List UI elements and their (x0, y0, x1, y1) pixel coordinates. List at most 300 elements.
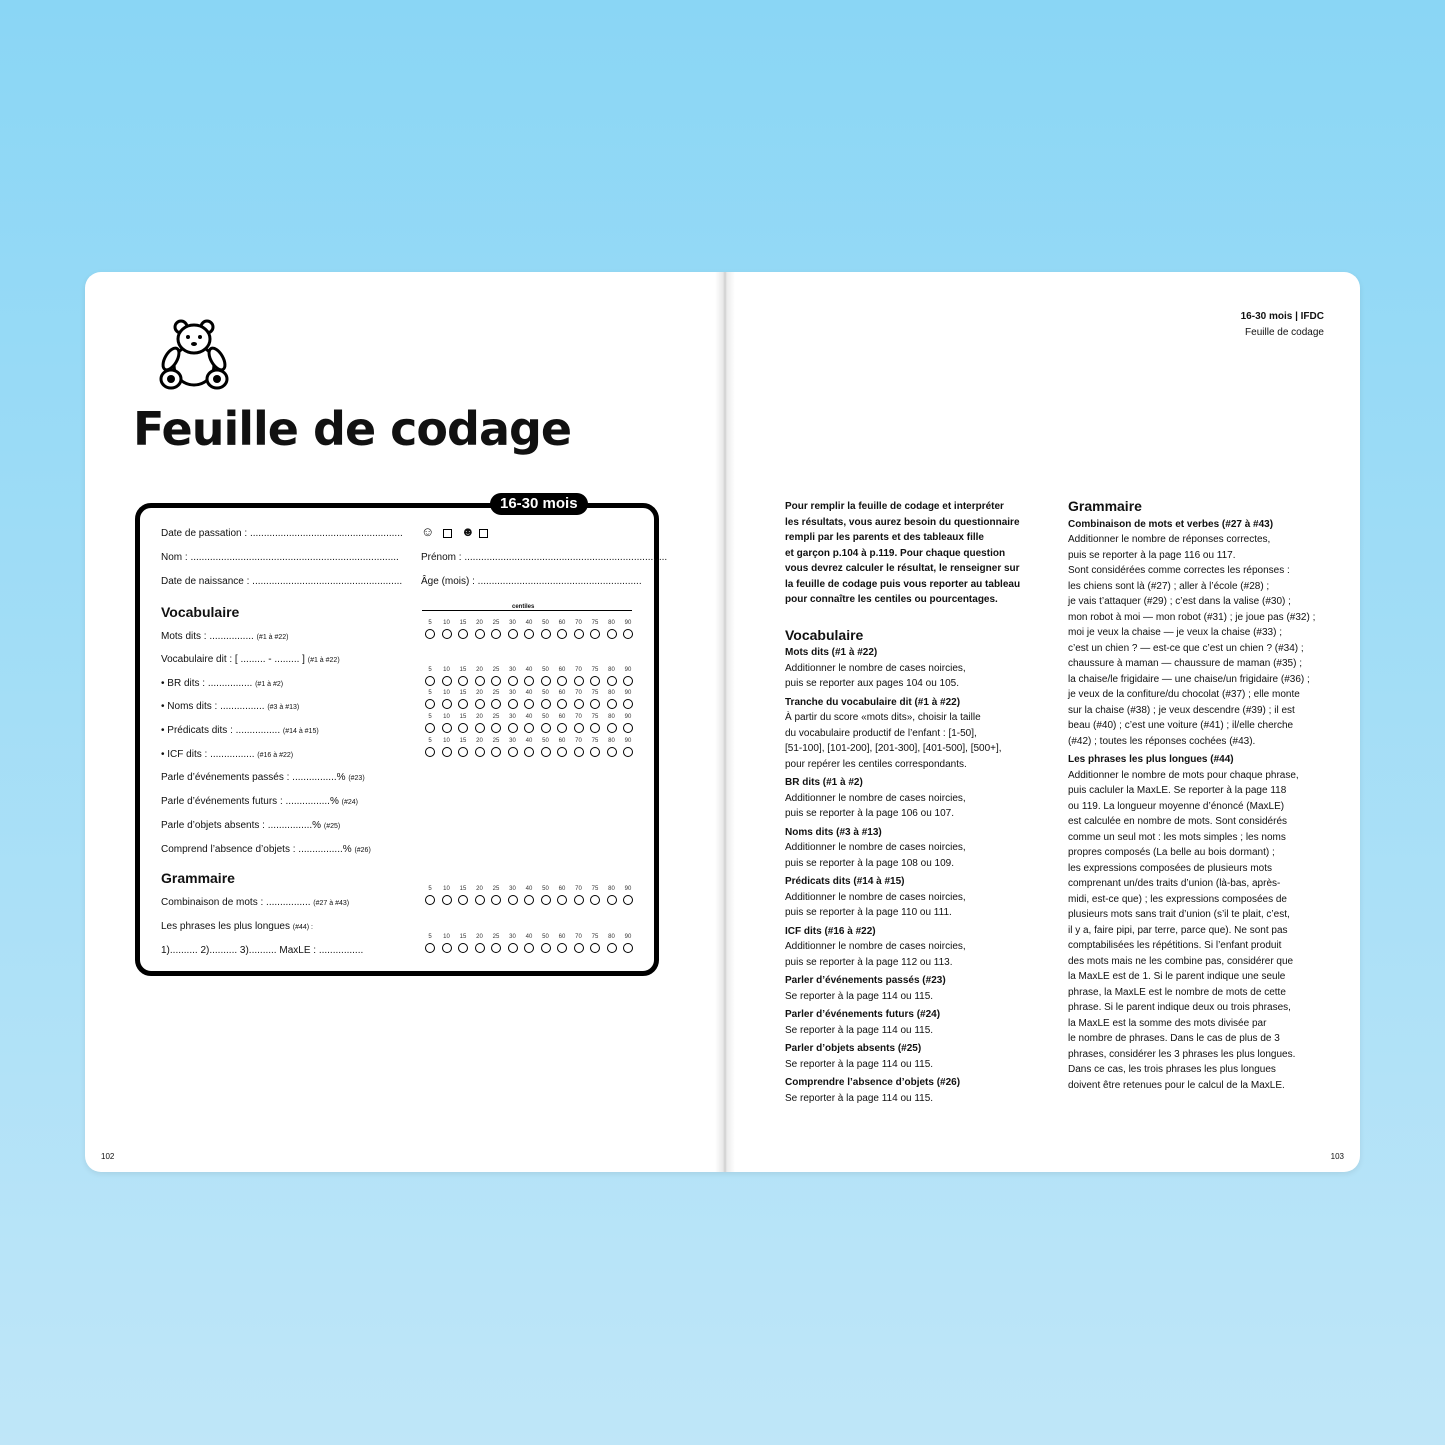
centile-label: 10 (443, 714, 450, 720)
date-naissance-field[interactable]: Date de naissance : ...................................................... (161, 576, 403, 587)
centile-label: 40 (525, 667, 533, 673)
centile-label: 75 (591, 714, 599, 720)
row-label: • ICF dits : ................ (161, 749, 255, 760)
centile-radio[interactable] (524, 747, 534, 757)
centile-radio[interactable] (442, 943, 452, 953)
centile-scale (425, 667, 635, 689)
centile-radio[interactable] (491, 629, 501, 639)
centile-label: 50 (542, 690, 549, 696)
centile-label: 80 (608, 738, 615, 744)
section-title: Comprendre l’absence d’objets (#26) (785, 1077, 961, 1088)
centile-radio[interactable] (623, 723, 633, 733)
centile-label: 5 (428, 738, 432, 744)
centile-label: 30 (509, 738, 516, 744)
girl-checkbox[interactable] (443, 529, 452, 538)
centile-label: 5 (428, 886, 432, 892)
text-line: je vais t’attaquer (#29) ; c’est dans la valise (#30) ; (1068, 596, 1291, 607)
text-line: Se reporter à la page 114 ou 115. (785, 990, 934, 1002)
intro-line: pour connaître les centiles ou pourcentages. (785, 594, 998, 605)
centile-label: 20 (476, 934, 483, 940)
row-item-ref: (#25) (323, 823, 341, 830)
centile-radio[interactable] (475, 629, 485, 639)
centile-label: 40 (525, 886, 533, 892)
centile-label: 75 (591, 738, 599, 744)
centile-label: 10 (443, 690, 450, 696)
centile-label: 15 (459, 620, 467, 626)
centile-radio[interactable] (590, 629, 600, 639)
text-line: (#42) ; toutes les réponses cochées (#43). (1068, 735, 1256, 747)
centile-label: 25 (492, 886, 500, 892)
centiles-label: centiles (508, 604, 538, 610)
centile-label: 60 (558, 738, 566, 744)
date-passation-field[interactable]: Date de passation : ....................................................... (161, 528, 403, 539)
centile-radio[interactable] (442, 895, 452, 905)
centile-scale (425, 714, 635, 736)
header-subtitle: Feuille de codage (1245, 327, 1324, 338)
centile-radio[interactable] (541, 676, 551, 686)
vocab-row-field[interactable] (161, 772, 365, 783)
text-line: comme un seul mot : les mots simples ; les noms (1068, 831, 1286, 843)
text-line: Additionner le nombre de cases noircies, (785, 891, 966, 903)
row-item-ref: (#1 à #22) (307, 657, 340, 664)
centile-radio[interactable] (524, 629, 534, 639)
centile-scale (425, 690, 635, 712)
centile-radio[interactable] (491, 699, 501, 709)
centile-label: 90 (624, 690, 632, 696)
centile-radio[interactable] (557, 895, 567, 905)
centile-label: 80 (608, 667, 615, 673)
centile-radio[interactable] (508, 723, 518, 733)
centile-radio[interactable] (491, 943, 501, 953)
centile-label: 10 (443, 934, 450, 940)
centile-label: 20 (476, 886, 483, 892)
centile-radio[interactable] (590, 699, 600, 709)
vocab-row-field[interactable] (161, 725, 319, 736)
centile-radio[interactable] (425, 895, 435, 905)
centile-radio[interactable] (425, 747, 435, 757)
row-label: • Noms dits : ................ (161, 701, 265, 712)
centile-radio[interactable] (491, 747, 501, 757)
centile-radio[interactable] (541, 629, 551, 639)
centile-radio[interactable] (491, 676, 501, 686)
centile-radio[interactable] (557, 629, 567, 639)
centile-label: 80 (608, 714, 615, 720)
centile-label: 15 (459, 690, 467, 696)
row-label: • Prédicats dits : ................ (161, 725, 281, 736)
row-item-ref: (#27 à #43) (313, 900, 350, 907)
text-line: beau (#40) ; c’est une voiture (#41) ; il/elle cherche (1068, 720, 1294, 731)
centile-radio[interactable] (541, 723, 551, 733)
centile-label: 25 (492, 667, 500, 673)
centile-label: 80 (608, 934, 615, 940)
text-line: puis se reporter aux pages 104 ou 105. (785, 678, 960, 689)
centile-radio[interactable] (491, 723, 501, 733)
centile-label: 15 (459, 667, 467, 673)
centile-label: 25 (492, 714, 500, 720)
centile-label: 90 (624, 620, 632, 626)
text-line: propres composés (La belle au bois dormant) ; (1068, 847, 1275, 858)
centile-label: 60 (558, 690, 566, 696)
centile-label: 20 (476, 690, 483, 696)
centile-radio[interactable] (475, 895, 485, 905)
row-item-ref: (#1 à #22) (256, 634, 289, 641)
centile-scale (425, 620, 635, 642)
centile-radio[interactable] (607, 943, 617, 953)
centile-label: 15 (459, 714, 467, 720)
text-line: sur la chaise (#38) ; je veux descendre (#39) ; il est (1068, 704, 1295, 716)
centile-label: 60 (558, 714, 566, 720)
instructions-column-1 (785, 499, 1020, 1106)
text-line: phrases, considérer les 3 phrases les plus longues. (1068, 1048, 1296, 1060)
centile-radio[interactable] (607, 723, 617, 733)
row-label: Parle d’événements passés : ................% (161, 772, 346, 783)
centile-label: 70 (575, 738, 582, 744)
row-label: Les phrases les plus longues (161, 921, 290, 932)
centile-radio[interactable] (574, 723, 584, 733)
centile-label: 70 (575, 714, 582, 720)
centile-label: 70 (575, 620, 582, 626)
centile-radio[interactable] (623, 699, 633, 709)
centile-radio[interactable] (524, 723, 534, 733)
centile-radio[interactable] (508, 747, 518, 757)
row-item-ref: (#26) (354, 847, 371, 854)
centile-label: 20 (476, 738, 483, 744)
centile-radio[interactable] (623, 895, 633, 905)
nom-field[interactable]: Nom : ........................................................................... (161, 552, 399, 563)
section-title: Les phrases les plus longues (#44) (1068, 754, 1234, 765)
centile-radio[interactable] (475, 943, 485, 953)
grammaire-heading: Grammaire (1068, 498, 1142, 514)
text-line: le nombre de phrases. Dans le cas de plus de 3 (1068, 1033, 1280, 1044)
text-line: comprenant un/des traits d’union (là-bas, après- (1068, 878, 1281, 889)
centile-radio[interactable] (623, 676, 633, 686)
text-line: pour repérer les centiles correspondants. (785, 758, 967, 770)
centile-scale (425, 934, 635, 956)
centile-radio[interactable] (475, 699, 485, 709)
intro-line: les résultats, vous aurez besoin du questionnaire (785, 516, 1020, 528)
centile-label: 70 (575, 667, 582, 673)
centile-label: 50 (542, 667, 549, 673)
centile-radio[interactable] (508, 676, 518, 686)
section-title: Mots dits (#1 à #22) (785, 647, 878, 658)
text-line: Sont considérées comme correctes les réponses : (1068, 565, 1290, 576)
grammar-row-field[interactable] (161, 945, 363, 956)
centile-radio[interactable] (607, 895, 617, 905)
centile-radio[interactable] (508, 699, 518, 709)
text-line: des mots mais ne les combine pas, considérer que (1068, 955, 1294, 967)
centile-radio[interactable] (508, 943, 518, 953)
girl-icon: ☺ (421, 524, 435, 539)
centile-label: 90 (624, 738, 632, 744)
centile-radio[interactable] (524, 895, 534, 905)
centile-radio[interactable] (508, 895, 518, 905)
centile-label: 90 (624, 667, 632, 673)
centile-label: 40 (525, 620, 533, 626)
centile-label: 30 (509, 620, 516, 626)
intro-line: et garçon p.104 à p.119. Pour chaque question (785, 547, 1006, 559)
centile-radio[interactable] (524, 676, 534, 686)
centile-label: 5 (428, 620, 432, 626)
text-line: moi je veux la chaise — je veux la chaise (#33) ; (1068, 627, 1282, 638)
centile-radio[interactable] (475, 747, 485, 757)
intro-line: Pour remplir la feuille de codage et interpréter (785, 501, 1004, 512)
centile-radio[interactable] (541, 895, 551, 905)
vocab-row-field[interactable] (161, 749, 293, 760)
centile-label: 30 (509, 934, 516, 940)
centile-radio[interactable] (607, 629, 617, 639)
centile-scale (425, 738, 635, 760)
centile-radio[interactable] (590, 895, 600, 905)
centile-radio[interactable] (491, 895, 501, 905)
intro-line: rempli par les parents et des tableaux fille (785, 532, 984, 543)
text-line: doivent être retenues pour le calcul de la MaxLE. (1068, 1079, 1285, 1091)
text-line: puis se reporter à la page 106 ou 107. (785, 808, 955, 819)
text-line: chaussure à maman — chaussure de maman (#35) ; (1068, 658, 1302, 669)
row-item-ref: (#14 à #15) (282, 728, 319, 735)
grammar-row-field[interactable] (161, 897, 349, 908)
centile-radio[interactable] (541, 943, 551, 953)
centile-radio[interactable] (442, 747, 452, 757)
centile-radio[interactable] (458, 943, 468, 953)
text-line: puis se reporter à la page 116 ou 117. (1068, 549, 1236, 561)
centile-radio[interactable] (590, 747, 600, 757)
centile-label: 75 (591, 886, 599, 892)
vocab-row-field[interactable] (161, 820, 340, 831)
centile-label: 80 (608, 690, 615, 696)
centile-radio[interactable] (541, 747, 551, 757)
centile-radio[interactable] (475, 676, 485, 686)
text-line: je veux de la confiture/du chocolat (#37) ; elle monte (1068, 689, 1300, 700)
centile-label: 75 (591, 620, 599, 626)
text-line: midi, est-ce que) ; les expressions composées de (1068, 893, 1287, 905)
centile-radio[interactable] (557, 676, 567, 686)
centile-radio[interactable] (425, 676, 435, 686)
header-series: 16-30 mois | IFDC (1240, 311, 1324, 322)
centile-radio[interactable] (557, 943, 567, 953)
centile-radio[interactable] (458, 747, 468, 757)
centile-radio[interactable] (590, 723, 600, 733)
centile-radio[interactable] (442, 676, 452, 686)
centile-label: 30 (509, 886, 516, 892)
centile-radio[interactable] (574, 895, 584, 905)
centile-label: 80 (608, 620, 615, 626)
centile-label: 15 (459, 738, 467, 744)
prenom-field[interactable]: Prénom : ......................................................................... (421, 552, 668, 563)
text-line: la MaxLE est de 1. Si le parent indique une seule (1068, 971, 1286, 982)
teddy-bear-icon (157, 319, 233, 391)
centile-radio[interactable] (557, 747, 567, 757)
section-title: Parler d’objets absents (#25) (785, 1043, 922, 1054)
centile-label: 40 (525, 934, 533, 940)
centile-radio[interactable] (574, 747, 584, 757)
text-line: les expressions composées de plusieurs mots (1068, 862, 1272, 874)
vocab-row-field[interactable] (161, 796, 358, 807)
row-label: Mots dits : ................ (161, 631, 254, 642)
section-title: Prédicats dits (#14 à #15) (785, 876, 905, 887)
centile-label: 75 (591, 667, 599, 673)
centile-label: 40 (525, 690, 533, 696)
centile-label: 10 (443, 886, 450, 892)
boy-icon: ☻ (461, 524, 475, 539)
text-line: phrase, la MaxLE est le nombre de mots de cette (1068, 986, 1286, 998)
centile-radio[interactable] (458, 895, 468, 905)
centile-label: 60 (558, 667, 566, 673)
row-item-ref: (#1 à #2) (255, 681, 284, 688)
centile-label: 20 (476, 667, 483, 673)
centile-label: 60 (558, 886, 566, 892)
text-line: la chaise/le frigidaire — une chaise/un frigidaire (#36) ; (1068, 673, 1310, 685)
centile-label: 5 (428, 690, 432, 696)
centile-label: 25 (492, 934, 500, 940)
section-title: Tranche du vocabulaire dit (#1 à #22) (785, 696, 961, 708)
centile-radio[interactable] (557, 699, 567, 709)
text-line: Additionner le nombre de mots pour chaque phrase, (1068, 769, 1299, 781)
text-line: la MaxLE est la somme des mots divisée par (1068, 1017, 1267, 1029)
centile-label: 20 (476, 714, 483, 720)
centile-radio[interactable] (508, 629, 518, 639)
text-line: ou 119. La longueur moyenne d’énoncé (MaxLE) (1068, 800, 1285, 812)
centile-radio[interactable] (524, 943, 534, 953)
boy-checkbox[interactable] (479, 529, 488, 538)
text-line: phrase. Si le parent indique deux ou trois phrases, (1068, 1002, 1291, 1013)
text-line: il y a, faire pipi, par terre, parce que). Ne sont pas (1068, 924, 1288, 936)
centile-label: 10 (443, 620, 450, 626)
row-item-ref: (#24) (341, 799, 358, 806)
age-field[interactable]: Âge (mois) : ........................................................... (421, 576, 642, 587)
section-title: ICF dits (#16 à #22) (785, 925, 876, 937)
centile-radio[interactable] (557, 723, 567, 733)
instructions-column-2 (1068, 499, 1315, 1093)
centile-radio[interactable] (442, 699, 452, 709)
page-number-right: 103 (1330, 1152, 1344, 1161)
text-line: Additionner le nombre de réponses correctes, (1068, 534, 1271, 545)
centile-radio[interactable] (590, 943, 600, 953)
centile-label: 40 (525, 714, 533, 720)
centile-radio[interactable] (458, 699, 468, 709)
row-item-ref: (#23) (348, 775, 365, 782)
centile-radio[interactable] (425, 723, 435, 733)
centile-label: 75 (591, 934, 599, 940)
row-label: • BR dits : ................ (161, 678, 253, 689)
text-line: c’est un chien ? — est-ce que c’est un chien ? (#34) ; (1068, 642, 1304, 654)
vocabulaire-heading: Vocabulaire (785, 626, 864, 643)
centile-radio[interactable] (590, 676, 600, 686)
section-title: Parler d’événements passés (#23) (785, 975, 946, 986)
vocab-row-field[interactable] (161, 678, 283, 689)
centile-label: 30 (509, 667, 516, 673)
text-line: puis cacluler la MaxLE. Se reporter à la page 118 (1068, 785, 1287, 796)
text-line: plusieurs mots sans trait d’union (s’il te plait, c’est, (1068, 909, 1290, 920)
centile-radio[interactable] (574, 629, 584, 639)
text-line: À partir du score «mots dits», choisir la taille (785, 712, 981, 723)
text-line: les chiens sont là (#27) ; aller à l’école (#28) ; (1068, 580, 1270, 592)
centile-label: 25 (492, 738, 500, 744)
centile-radio[interactable] (623, 747, 633, 757)
centile-label: 90 (624, 886, 632, 892)
centile-label: 5 (428, 934, 432, 940)
centile-label: 90 (624, 934, 632, 940)
centile-label: 60 (558, 934, 566, 940)
text-line: du vocabulaire productif de l’enfant : [1-50], (785, 727, 977, 739)
vocab-row-field[interactable] (161, 654, 340, 665)
centile-label: 5 (428, 714, 432, 720)
text-line: puis se reporter à la page 110 ou 111. (785, 907, 952, 918)
vocab-row-field[interactable] (161, 701, 299, 712)
vocab-row-field[interactable] (161, 631, 289, 642)
centile-radio[interactable] (607, 747, 617, 757)
intro-paragraph (785, 499, 1020, 608)
text-line: Se reporter à la page 114 ou 115. (785, 1058, 934, 1070)
centile-radio[interactable] (524, 699, 534, 709)
centile-radio[interactable] (425, 699, 435, 709)
centile-radio[interactable] (623, 629, 633, 639)
row-label: Parle d’événements futurs : ................% (161, 796, 339, 807)
row-label: Vocabulaire dit : [ ......... - ......... ] (161, 654, 305, 665)
centile-label: 20 (476, 620, 483, 626)
centile-radio[interactable] (458, 629, 468, 639)
text-line: Se reporter à la page 114 ou 115. (785, 1092, 934, 1104)
centile-label: 70 (575, 886, 582, 892)
centile-radio[interactable] (574, 943, 584, 953)
row-label: Combinaison de mots : ................ (161, 897, 311, 908)
centile-radio[interactable] (541, 699, 551, 709)
centile-radio[interactable] (425, 629, 435, 639)
centile-radio[interactable] (574, 699, 584, 709)
section-title: Parler d’événements futurs (#24) (785, 1009, 941, 1020)
text-line: puis se reporter à la page 108 ou 109. (785, 857, 955, 869)
centile-radio[interactable] (607, 699, 617, 709)
intro-line: la feuille de codage puis vous reporter au tableau (785, 578, 1021, 590)
centile-label: 75 (591, 690, 599, 696)
centile-label: 50 (542, 934, 549, 940)
text-line: mon robot à moi — mon robot (#31) ; je joue pas (#32) ; (1068, 611, 1316, 623)
centile-radio[interactable] (574, 676, 584, 686)
text-line: Se reporter à la page 114 ou 115. (785, 1024, 934, 1036)
section-title: BR dits (#1 à #2) (785, 777, 863, 788)
centile-label: 50 (542, 738, 549, 744)
centile-radio[interactable] (458, 723, 468, 733)
centile-label: 50 (542, 886, 549, 892)
row-item-ref: (#3 à #13) (267, 704, 300, 711)
row-label: Parle d’objets absents : ................% (161, 820, 322, 831)
text-line: Additionner le nombre de cases noircies, (785, 792, 966, 804)
book-spine (715, 272, 735, 1172)
centile-radio[interactable] (425, 943, 435, 953)
centile-label: 90 (624, 714, 632, 720)
text-line: [51-100], [101-200], [201-300], [401-500], [500+], (785, 743, 1002, 754)
vocabulaire-heading: Vocabulaire (161, 604, 240, 620)
row-label: Comprend l’absence d’objets : ................% (161, 844, 352, 855)
centile-radio[interactable] (623, 943, 633, 953)
centile-radio[interactable] (475, 723, 485, 733)
centile-label: 60 (558, 620, 566, 626)
text-line: comptabilisées les répétitions. Si l’enfant produit (1068, 940, 1282, 951)
centile-radio[interactable] (442, 723, 452, 733)
text-line: puis se reporter à la page 112 ou 113. (785, 956, 953, 968)
row-item-ref: (#44) : (292, 924, 313, 931)
grammar-row-field[interactable] (161, 921, 313, 932)
row-label: 1).......... 2).......... 3).......... MaxLE : ................ (161, 945, 364, 956)
text-line: Additionner le nombre de cases noircies, (785, 662, 966, 674)
centile-radio[interactable] (458, 676, 468, 686)
grammaire-heading: Grammaire (161, 870, 235, 886)
centile-scale (425, 886, 635, 908)
vocab-row-field[interactable] (161, 844, 371, 855)
centile-radio[interactable] (607, 676, 617, 686)
centile-radio[interactable] (442, 629, 452, 639)
centile-label: 5 (428, 667, 432, 673)
centile-label: 10 (443, 738, 450, 744)
